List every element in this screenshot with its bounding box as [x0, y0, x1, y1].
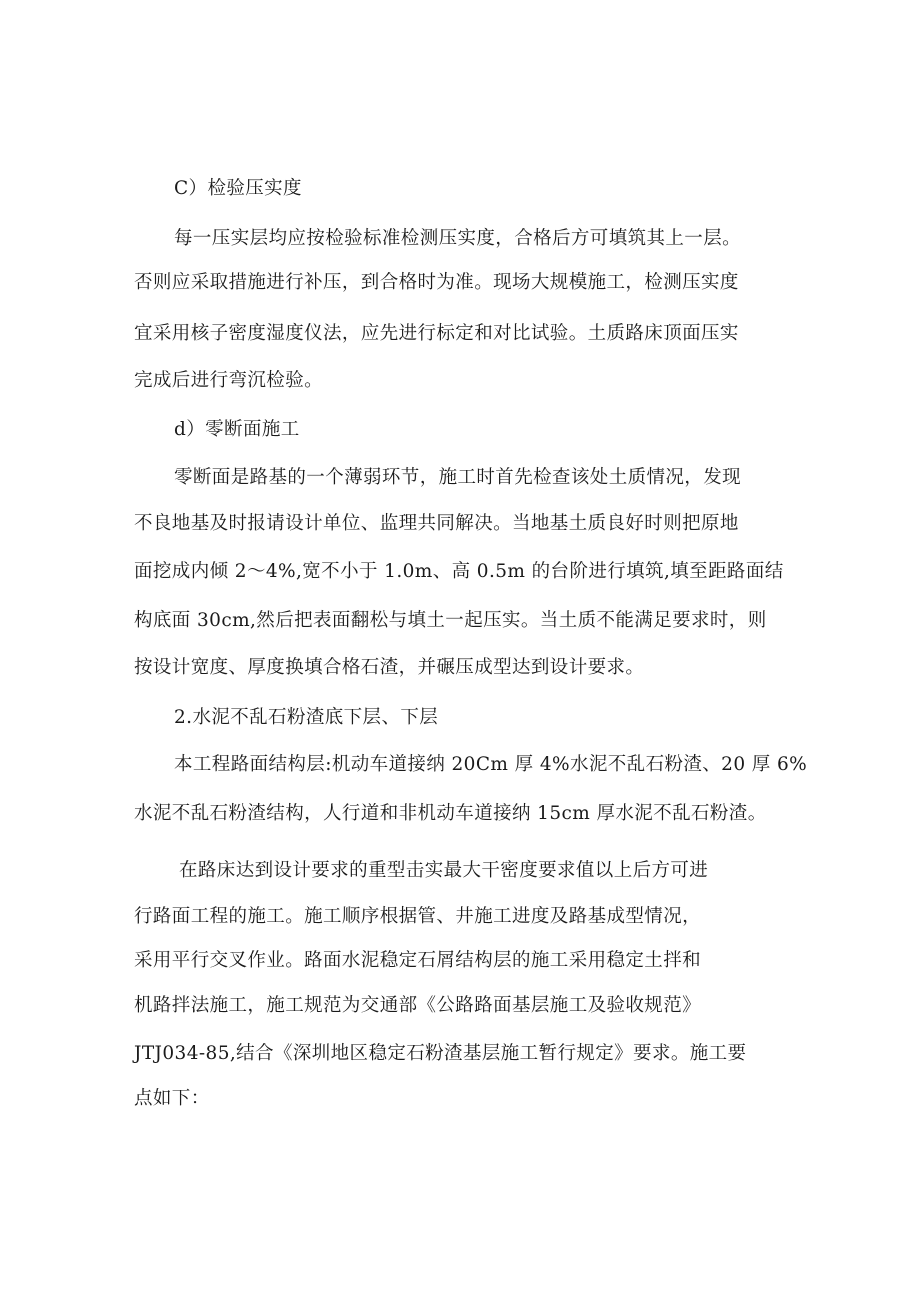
section-2-p2-line-3: 采用平行交叉作业。路面水泥稳定石屑结构层的施工采用稳定土拌和: [134, 950, 702, 971]
section-d-line-3: 面挖成内倾 2～4%,宽不小于 1.0m、高 0.5m 的台阶进行填筑,填至距路面结: [134, 561, 784, 582]
section-d-line-4: 构底面 30cm,然后把表面翻松与填土一起压实。当土质不能满足要求时，则: [134, 610, 767, 631]
section-c-heading: C）检验压实度: [174, 178, 302, 199]
section-2-p1-line-2: 水泥不乱石粉渣结构，人行道和非机动车道接纳 15cm 厚水泥不乱石粉渣。: [134, 803, 767, 824]
section-d-line-2: 不良地基及时报请设计单位、监理共同解决。当地基土质良好时则把原地: [134, 513, 739, 534]
section-2-p2-line-1: 在路床达到设计要求的重型击实最大干密度要求值以上后方可进: [179, 860, 709, 881]
section-c-line-2: 否则应采取措施进行补压，到合格时为准。现场大规模施工，检测压实度: [134, 272, 739, 293]
section-d-line-5: 按设计宽度、厚度换填合格石渣，并碾压成型达到设计要求。: [134, 657, 645, 678]
section-2-heading: 2.水泥不乱石粉渣底下层、下层: [174, 707, 439, 728]
section-2-p2-line-5: JTJ034-85,结合《深圳地区稳定石粉渣基层施工暂行规定》要求。施工要: [134, 1043, 747, 1064]
section-2-p2-line-2: 行路面工程的施工。施工顺序根据管、井施工进度及路基成型情况，: [134, 906, 702, 927]
section-2-p2-line-4: 机路拌法施工，施工规范为交通部《公路路面基层施工及验收规范》: [134, 995, 702, 1016]
section-c-line-3: 宜采用核子密度湿度仪法，应先进行标定和对比试验。土质路床顶面压实: [134, 323, 739, 344]
section-2-p1-line-1: 本工程路面结构层:机动车道接纳 20Cm 厚 4%水泥不乱石粉渣、20 厚 6%: [174, 754, 808, 775]
section-d-line-1: 零断面是路基的一个薄弱环节，施工时首先检查该处土质情况，发现: [174, 467, 742, 488]
section-d-heading: d）零断面施工: [174, 419, 300, 440]
section-c-line-1: 每一压实层均应按检验标准检测压实度，合格后方可填筑其上一层。: [174, 228, 742, 249]
section-2-p2-line-6: 点如下：: [134, 1088, 210, 1109]
section-c-line-4: 完成后进行弯沉检验。: [134, 370, 324, 391]
